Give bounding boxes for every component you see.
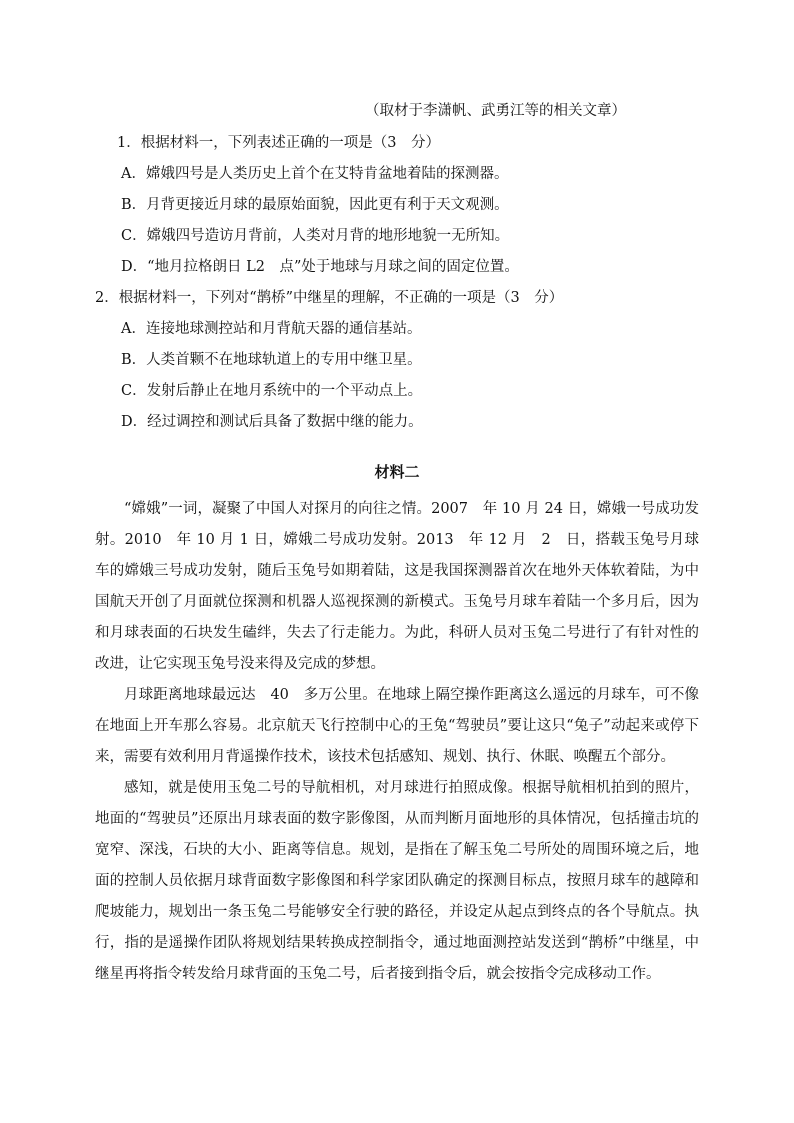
question-1-option-a: A．嫦娥四号是人类历史上首个在艾特肯盆地着陆的探测器。 <box>121 166 509 182</box>
question-2-option-c: C．发射后静止在地月系统中的一个平动点上。 <box>121 383 423 399</box>
paragraph-1: “嫦娥”一词，凝聚了中国人对探月的向往之情。2007 年 10 月 24 日，嫦娥一号成功发射。2010 年 10 月 1 日，嫦娥二号成功发射。2013 年 12 月 2 日，搭载玉兔号月球车的嫦娥三号成功发射，随后玉兔号如期着陆，这是我国探测器首次在地外天体软着陆，为中国航天开创了月面就位探测和机器人巡视探测的新模式。玉兔号月球车着陆一个多月后，因为和月球表面的石块发生磕绊，失去了行走能力。为此，科研人员对玉兔二号进行了有针对性的改进，让它实现玉兔号没来得及完成的梦想。 <box>95 501 699 672</box>
question-2-option-b: B．人类首颗不在地球轨道上的专用中继卫星。 <box>121 352 422 368</box>
paragraph-2: 月球距离地球最远达 40 多万公里。在地球上隔空操作距离这么遥远的月球车，可不像在地面上开车那么容易。北京航天飞行控制中心的王兔“驾驶员”要让这只“兔子”动起来或停下来，需要有效利用月背遥操作技术，该技术包括感知、规划、执行、休眠、唤醒五个部分。 <box>95 687 699 765</box>
question-1-option-d: D．“地月拉格朗日 L2 点”处于地球与月球之间的固定位置。 <box>121 259 519 275</box>
question-2-option-d: D．经过调控和测试后具备了数据中继的能力。 <box>121 414 423 430</box>
source-citation: （取材于李潇帆、武勇江等的相关文章） <box>365 103 626 119</box>
question-2-option-a: A．连接地球测控站和月背航天器的通信基站。 <box>121 321 422 337</box>
question-1-title: 1．根据材料一，下列表述正确的一项是（3 分） <box>117 135 440 151</box>
question-1-option-c: C．嫦娥四号造访月背前，人类对月背的地形地貌一无所知。 <box>121 228 510 244</box>
question-2-title: 2．根据材料一，下列对“鹊桥”中继星的理解，不正确的一项是（3 分） <box>95 290 564 306</box>
section-title: 材料二 <box>374 463 420 481</box>
paragraph-3: 感知，就是使用玉兔二号的导航相机，对月球进行拍照成像。根据导航相机拍到的照片，地面的“驾驶员”还原出月球表面的数字影像图，从而判断月面地形的具体情况，包括撞击坑的宽窄、深浅，石块的大小、距离等信息。规划，是指在了解玉兔二号所处的周围环境之后，地面的控制人员依据月球背面数字影像图和科学家团队确定的探测目标点，按照月球车的越障和爬坡能力，规划出一条玉兔二号能够安全行驶的路径，并设定从起点到终点的各个导航点。执行，指的是遥操作团队将规划结果转换成控制指令，通过地面测控站发送到“鹊桥”中继星，中继星再将指令转发给月球背面的玉兔二号，后者接到指令后，就会按指令完成移动工作。 <box>95 780 699 982</box>
question-1-option-b: B．月背更接近月球的最原始面貌，因此更有利于天文观测。 <box>121 197 509 213</box>
